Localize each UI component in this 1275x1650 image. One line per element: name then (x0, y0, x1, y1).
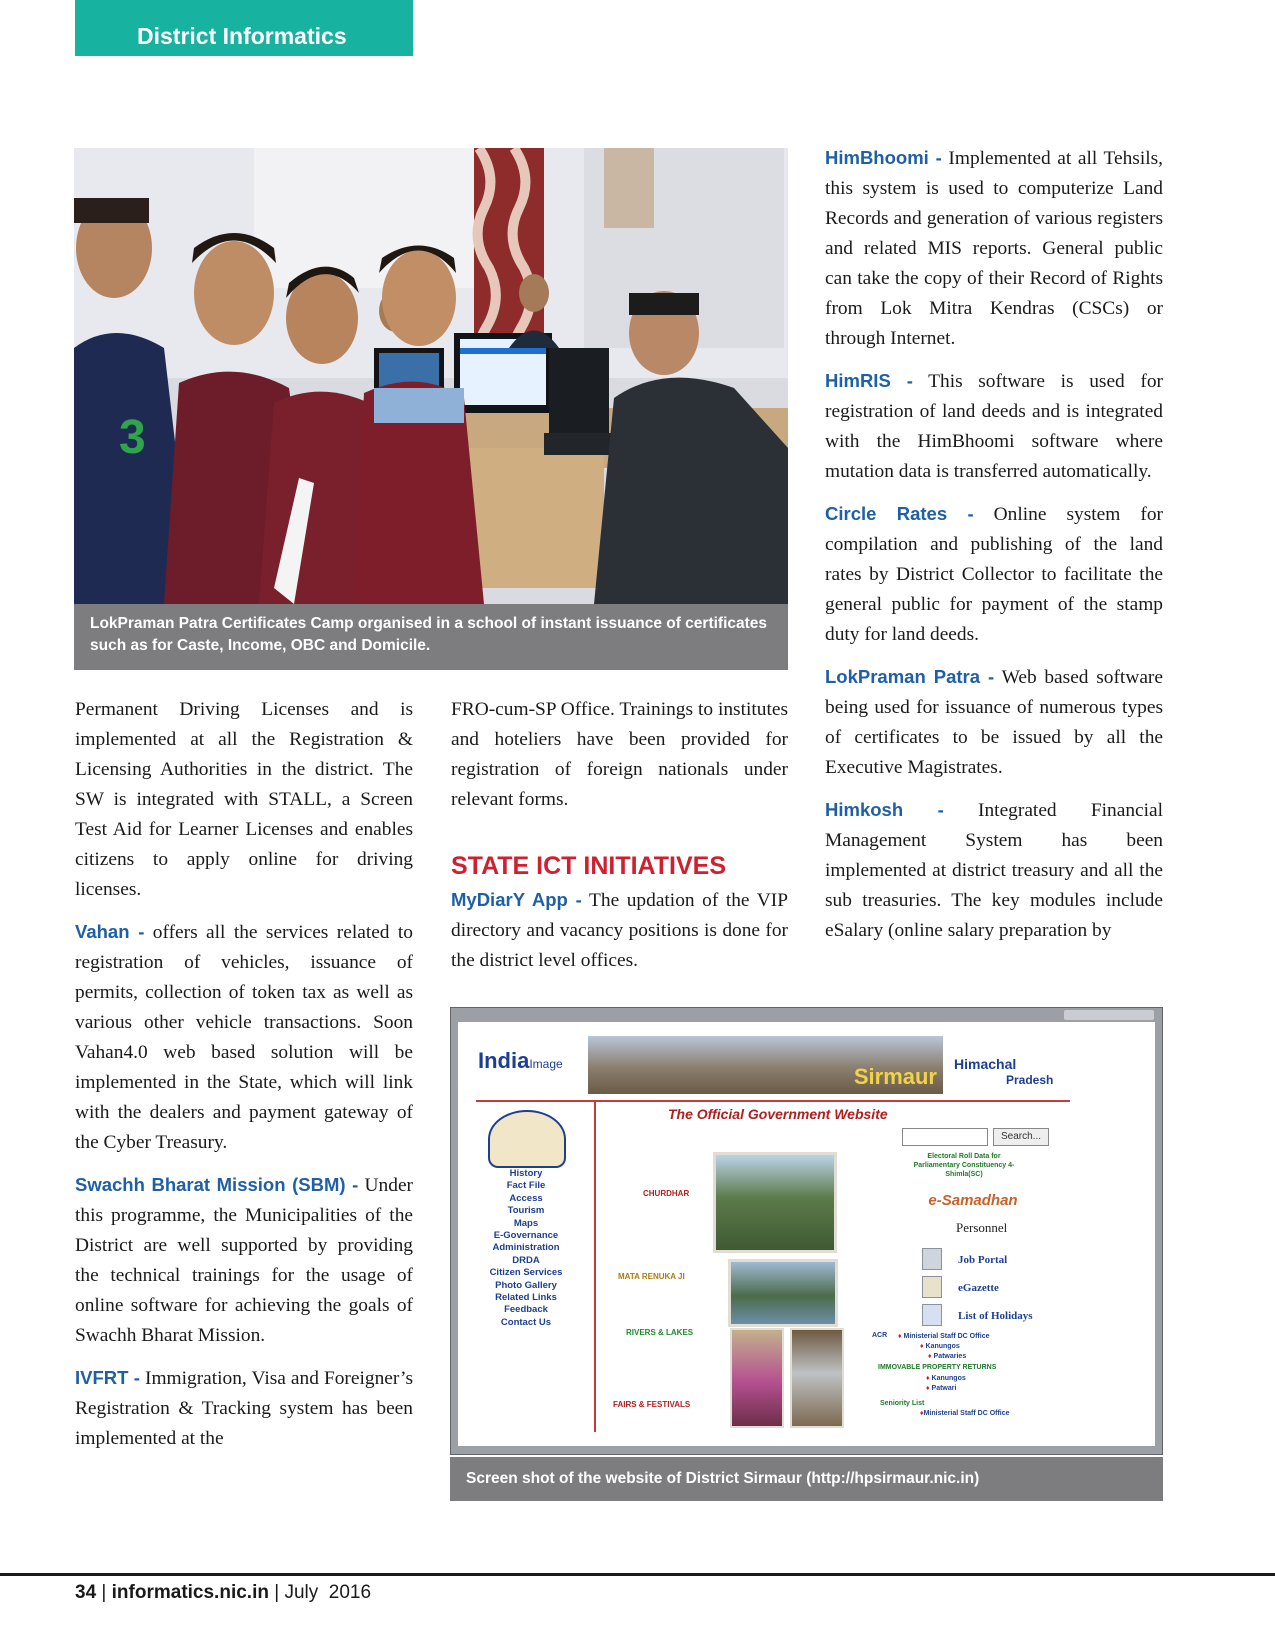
paragraph-driving-licenses: Permanent Driving Licenses and is implemented at all the Registration & Licensing Authorities in the district. The SW is integrated with STALL, a Screen Test Aid for Learner Licenses and enables citizens to apply online for driving licenses. (75, 699, 413, 900)
paragraph-himkosh (825, 795, 1163, 946)
vahan-text: offers all the services related to registration of vehicles, issuance of permits, collection of token tax as well as various other vehicle transactions. Soon Vahan4.0 web based solution will be implemented in the State, which will link with the dealers and payment gateway of the Cyber Treasury. (75, 922, 413, 1153)
site-tagline: The Official Government Website (668, 1106, 888, 1122)
footer-site: informatics.nic.in (111, 1582, 269, 1603)
immovable-item-patwari[interactable]: ♦ Patwari (926, 1385, 957, 1392)
seniority-label: Seniority List (880, 1400, 925, 1407)
paragraph-sbm (75, 1170, 413, 1351)
immovable-item-kanungos[interactable]: ♦ Kanungos (926, 1375, 966, 1382)
immovable-list (926, 1374, 966, 1394)
nav-history[interactable]: History (509, 1168, 543, 1179)
nav-fact-file[interactable]: Fact File (506, 1180, 546, 1192)
acr-item-kanungos[interactable]: ♦ Kanungos (920, 1343, 960, 1350)
holidays-icon (922, 1304, 942, 1326)
column-3 (825, 143, 1163, 958)
immovable-label: IMMOVABLE PROPERTY RETURNS (878, 1364, 997, 1371)
nav-feedback[interactable]: Feedback (504, 1304, 548, 1316)
website-caption: Screen shot of the website of District Sirmaur (http://hpsirmaur.nic.in) (450, 1457, 1163, 1501)
paragraph-fro: FRO-cum-SP Office. Trainings to institutes and hoteliers have been provided for registration of foreign nationals under relevant forms. (451, 699, 788, 810)
photo (74, 148, 788, 604)
acr-item-ministerial[interactable]: ♦ Ministerial Staff DC Office (898, 1333, 990, 1340)
shirt-number: 3 (119, 411, 146, 464)
paragraph-himris (825, 366, 1163, 487)
feature-mata-renuka[interactable]: MATA RENUKA JI (618, 1272, 685, 1281)
nav-related-links[interactable]: Related Links (495, 1292, 557, 1304)
nav-administration[interactable]: Administration (492, 1242, 560, 1254)
website-screenshot (450, 1007, 1163, 1455)
website-page (458, 1022, 1155, 1446)
term-lokpraman: LokPraman Patra - (825, 666, 995, 687)
site-logo-main: India (478, 1048, 530, 1073)
circle-text: Online system for compilation and publishing of the land rates by District Collector to facilitate the general public for payment of the stamp duty for land deeds. (825, 504, 1164, 645)
egazette-link[interactable]: eGazette (958, 1282, 999, 1294)
site-logo (478, 1048, 563, 1074)
classroom-photo (74, 148, 788, 604)
acr-label: ACR (872, 1332, 888, 1339)
paragraph-vahan (75, 917, 413, 1158)
feature-rivers-lakes[interactable]: RIVERS & LAKES (626, 1328, 694, 1337)
footer (75, 1582, 371, 1604)
site-header-rule (476, 1100, 1070, 1102)
holidays-link[interactable]: List of Holidays (958, 1310, 1033, 1322)
feature-fairs-festivals[interactable]: FAIRS & FESTIVALS (613, 1400, 691, 1409)
paragraph-circle-rates (825, 499, 1163, 650)
term-ivfrt: IVFRT - (75, 1367, 140, 1388)
seniority-item-ministerial[interactable]: ♦Ministerial Staff DC Office (920, 1410, 1010, 1417)
site-banner (588, 1036, 943, 1094)
job-portal-icon (922, 1248, 942, 1270)
photo-renuka (728, 1259, 838, 1327)
paragraph-mydiary (451, 885, 788, 976)
paragraph-himbhoomi (825, 143, 1163, 354)
section-heading: STATE ICT INITIATIVES (451, 852, 726, 880)
footer-separator-1: | (101, 1582, 112, 1603)
term-vahan: Vahan - (75, 921, 145, 942)
photo-dancer (730, 1328, 784, 1428)
photo-caption: LokPraman Patra Certificates Camp organised in a school of instant issuance of certificates such as for Caste, Income, OBC and Domicile. (74, 604, 788, 670)
lokpraman-text: Web based software being used for issuance of numerous types of certificates to be issued by all the Executive Magistrates. (825, 667, 1163, 778)
site-nav (476, 1168, 576, 1329)
acr-list (898, 1332, 990, 1362)
term-circle-rates: Circle Rates - (825, 503, 974, 524)
sbm-text: Under this programme, the Municipalities of the District are well supported by providing the technical trainings for the usage of online software for achieving the goals of Swachh Bharat Mission. (75, 1175, 414, 1346)
column-2 (451, 695, 788, 988)
site-left-rule (594, 1102, 596, 1432)
nav-access[interactable]: Access (509, 1192, 543, 1204)
site-search-box[interactable] (902, 1128, 988, 1146)
site-state-line1: Himachal (954, 1056, 1017, 1072)
job-portal-link[interactable]: Job Portal (958, 1254, 1008, 1266)
footer-date: July 2016 (284, 1582, 372, 1603)
site-emblem (488, 1110, 566, 1168)
samadhan-logo[interactable]: e-Samadhan (928, 1192, 1018, 1209)
term-himkosh: Himkosh - (825, 799, 944, 820)
site-logo-sub: Image (529, 1057, 563, 1071)
footer-rule (0, 1573, 1275, 1576)
personnel-link[interactable]: Personnel (956, 1220, 1008, 1235)
nav-citizen-services[interactable]: Citizen Services (489, 1267, 563, 1279)
footer-separator-2: | (274, 1582, 285, 1603)
term-himris: HimRIS - (825, 370, 913, 391)
himris-text: This software is used for registration of land deeds and is integrated with the HimBhoomi software where mutation data is transferred automatically. (825, 371, 1163, 482)
site-state (954, 1056, 1053, 1088)
photo-waterfall (790, 1328, 844, 1428)
paragraph-ivfrt (75, 1363, 413, 1454)
nav-drda[interactable]: DRDA (512, 1254, 540, 1266)
paragraph-lokpraman (825, 662, 1163, 783)
photo-churdhar (713, 1152, 837, 1253)
nav-tourism[interactable]: Tourism (507, 1205, 545, 1217)
feature-churdhar[interactable]: CHURDHAR (643, 1189, 690, 1198)
egazette-icon (922, 1276, 942, 1298)
window-controls (1064, 1010, 1154, 1020)
ivfrt-text: Immigration, Visa and Foreigner’s Registration & Tracking system has been implemented at the (75, 1368, 413, 1449)
site-state-line2: Pradesh (1006, 1073, 1054, 1087)
site-banner-title: Sirmaur (853, 1064, 937, 1089)
electoral-link[interactable]: Electoral Roll Data for Parliamentary Constituency 4-Shimla(SC) (913, 1153, 1015, 1178)
nav-maps[interactable]: Maps (513, 1217, 539, 1229)
term-mydiary: MyDiarY App - (451, 889, 582, 910)
nav-contact-us[interactable]: Contact Us (500, 1316, 552, 1328)
himbhoomi-text: Implemented at all Tehsils, this system is used to computerize Land Records and generation of various registers and related MIS reports. General public can take the copy of their Record of Rights from Lok Mitra Kendras (CSCs) or through Internet. (825, 148, 1163, 349)
section-header: District Informatics (75, 0, 413, 56)
column-1 (75, 695, 413, 1466)
site-search-button[interactable]: Search... (993, 1128, 1049, 1146)
mydiary-text: The updation of the VIP directory and vacancy positions is done for the district level offices. (451, 890, 788, 971)
nav-e-governance[interactable]: E-Governance (493, 1230, 559, 1242)
page-number: 34 (75, 1582, 97, 1603)
acr-item-patwaries[interactable]: ♦ Patwaries (928, 1353, 967, 1360)
term-sbm: Swachh Bharat Mission (SBM) - (75, 1174, 359, 1195)
himkosh-text: Integrated Financial Management System has been implemented at district treasury and all the sub treasuries. The key modules include eSalary (online salary preparation by (825, 800, 1163, 941)
term-himbhoomi: HimBhoomi - (825, 147, 942, 168)
nav-photo-gallery[interactable]: Photo Gallery (495, 1279, 557, 1291)
